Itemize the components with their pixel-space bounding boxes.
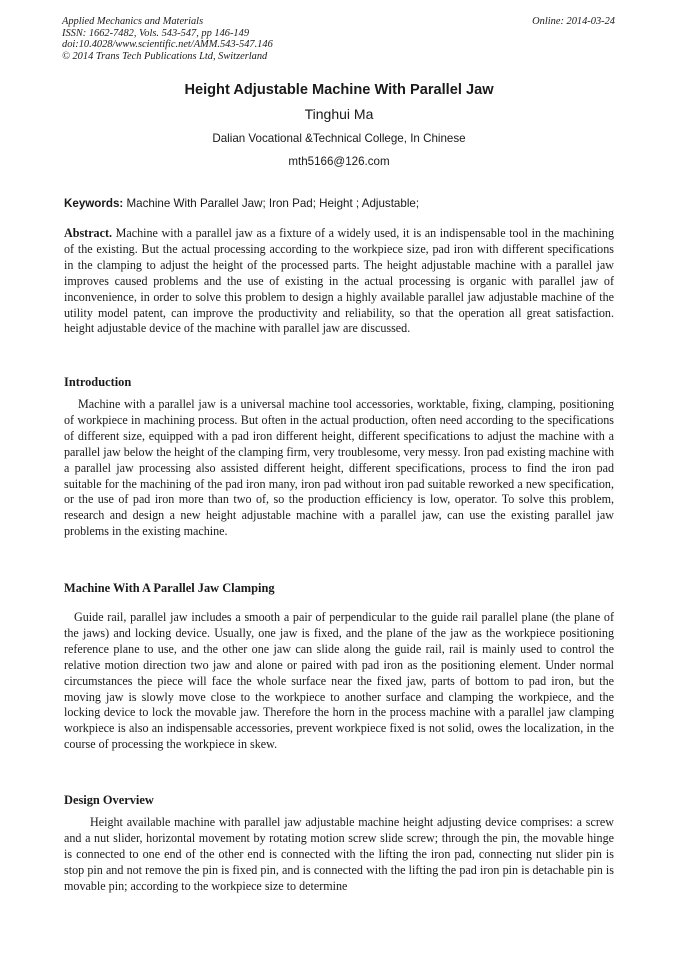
keywords-label: Keywords: (64, 197, 124, 210)
abstract-label: Abstract. (64, 226, 113, 240)
journal-issn: ISSN: 1662-7482, Vols. 543-547, pp 146-149 (62, 27, 250, 39)
section-body-introduction: Machine with a parallel jaw is a universal machine tool accessories, worktable, fixing, clamping, positioning of workpiece in machining process. But often in the actual production, often need according to the specifications of different size, equipped with a pad iron different height, different specifications to adjust the machine with a parallel jaw below the height of the clamping firm, very troublesome, very messy. Iron pad existing machine with a parallel jaw processing also assisted different height, different specifications, process to find the iron pad suitable for the machining of the pad iron many, iron pad without iron pad suitable reworked a new specification, or the use of pad iron more than two of, so the production efficiency is low, operator. To solve this problem, research and design a new height adjustable machine with a parallel jaw, can use the existing parallel jaw problems in the existing machine. (64, 397, 614, 539)
abstract (64, 226, 614, 337)
paper-email: mth5166@126.com (288, 155, 390, 168)
section-heading-design-overview: Design Overview (64, 793, 154, 807)
section-body-design-overview: Height available machine with parallel jaw adjustable machine height adjusting device comprises: a screw and a nut slider, horizontal movement by rotating motion screw slide screw; through the pin, the movable hinge is connected to one end of the other end is connected with the lifting the iron pad, connecting nut slider pin is stop pin and not remove the pin is fixed pin, and is connected with the lifting the pad iron pin is detachable pin is movable pin; according to the workpiece size to determine (64, 815, 614, 893)
paper-author: Tinghui Ma (304, 106, 374, 122)
keywords-text: Machine With Parallel Jaw; Iron Pad; Height ; Adjustable; (123, 197, 420, 210)
abstract-text: Machine with a parallel jaw as a fixture of a widely used, it is an indispensable tool in the machining of the existing. But the actual processing according to the workpiece size, pad iron with different specifications in the clamping to adjust the height of the processed parts. The height adjustable machine with a parallel jaw improves caused problems and the use of existing in the actual processing is organic with parallel jaw of inconvenience, in order to solve this problem to design a highly available parallel jaw adjustable machine of the utility model patent, can improve the productivity and reliability, so that the operation all great satisfaction. height adjustable device of the machine with parallel jaw are discussed. (64, 226, 614, 336)
section-body-clamping: Guide rail, parallel jaw includes a smooth a pair of perpendicular to the guide rail parallel plane (the plane of the jaws) and locking device. Usually, one jaw is fixed, and the plane of the jaw as the workpiece positioning reference plane to use, and the other one jaw can slide along the guide rail, rail is mainly used to control the relative motion direction two jaw and alone or paired with pad iron as the positioning element. Under normal circumstances the piece will face the whole surface near the fixed jaw, parts of bottom to pad iron, but the moving jaw is slowly move close to the workpiece to another surface and clamping the workpiece, and the locking device to lock the movable jaw. Therefore the horn in the process machine with a parallel jaw clamping workpiece is also an indispensable accessories, prevent workpiece fixed is not solid, owes the localization, in the course of processing the workpiece in skew. (64, 610, 614, 752)
journal-name: Applied Mechanics and Materials (62, 16, 204, 27)
journal-doi: doi:10.4028/www.scientific.net/AMM.543-547.146 (62, 39, 273, 51)
journal-copyright: © 2014 Trans Tech Publications Ltd, Switzerland (62, 50, 268, 62)
keywords (64, 196, 616, 211)
paper-affiliation: Dalian Vocational &Technical College, In Chinese (212, 132, 466, 145)
section-heading-introduction: Introduction (64, 375, 132, 389)
online-date: Online: 2014-03-24 (532, 16, 615, 27)
section-heading-clamping: Machine With A Parallel Jaw Clamping (64, 581, 275, 595)
paper-title: Height Adjustable Machine With Parallel Jaw (184, 82, 494, 98)
journal-header (62, 16, 422, 62)
